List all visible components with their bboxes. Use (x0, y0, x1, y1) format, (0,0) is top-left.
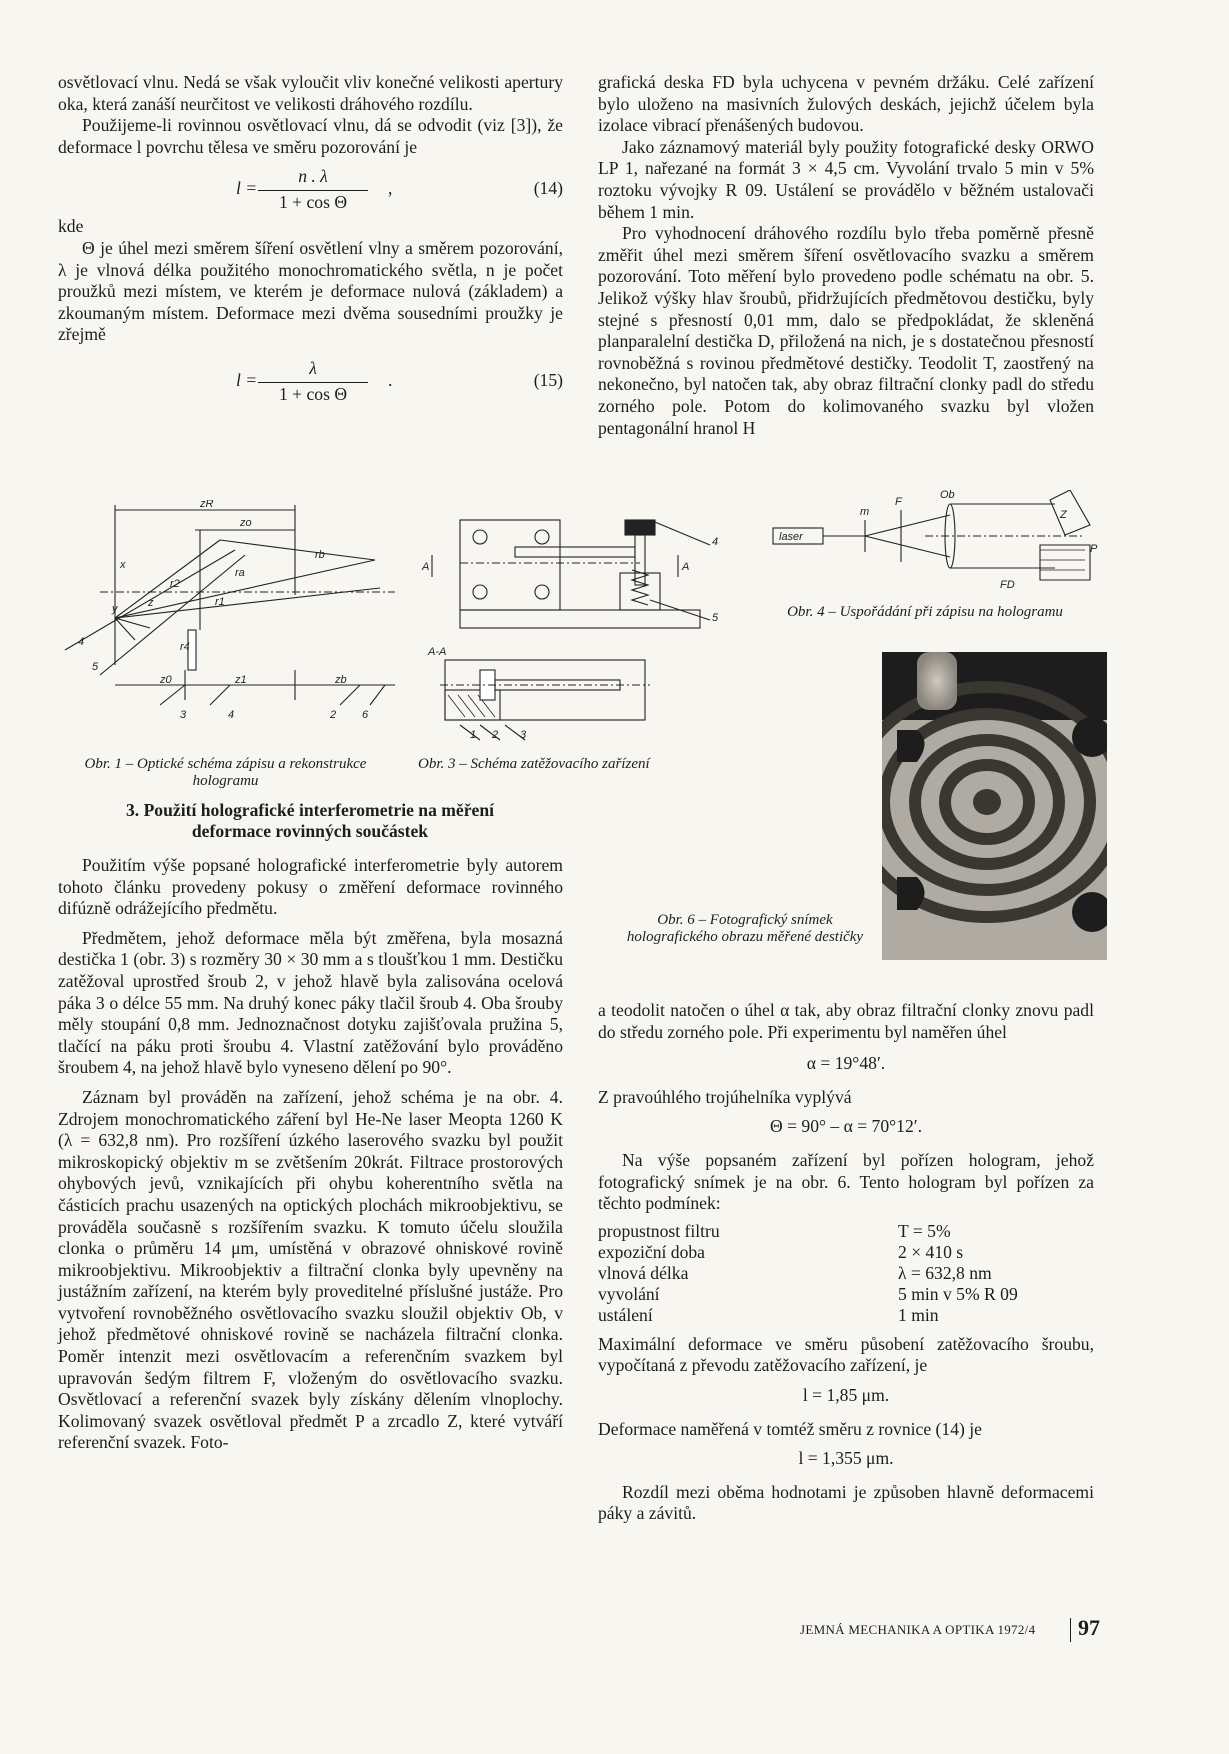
condition-row: ustálení 1 min (598, 1304, 939, 1325)
right-column-top (598, 72, 1094, 439)
label: zo (240, 517, 252, 529)
left-column-top (58, 72, 563, 402)
condition-row: propustnost filtru T = 5% (598, 1220, 951, 1241)
paragraph: osvětlovací vlnu. Nedá se však vyloučit vliv konečné velikosti apertury oka, která zanáší neurčitost ve velikosti dráhového rozdílu. (58, 72, 563, 114)
label: r4 (180, 641, 190, 653)
figure-4-caption: Obr. 4 – Uspořádání při zápisu na hologramu (787, 604, 1063, 620)
figure-6-caption: Obr. 6 – Fotografický snímek holografického obrazu měřené destičky (626, 912, 864, 945)
left-column-bottom (58, 855, 563, 1454)
label: A (422, 561, 430, 573)
label: r1 (215, 596, 225, 608)
label: Z (1060, 509, 1067, 521)
label: m (860, 506, 870, 518)
paragraph: a teodolit natočen o úhel α tak, aby obraz filtrační clonky znovu padl do středu zorného pole. Při experimentu byl naměřen úhel (598, 1000, 1094, 1042)
paragraph: Použitím výše popsané holografické interferometrie byly autorem tohoto článku provedeny pokusy o změření deformace rovinného difúzně odrážejícího předmětu. (58, 855, 563, 919)
paragraph: Maximální deformace ve směru působení zatěžovacího šroubu, vypočítaná z převodu zatěžovacího zařízení, je (598, 1333, 1094, 1376)
label: P (1090, 543, 1098, 555)
label: 5 (92, 661, 99, 673)
label: 2 (492, 729, 499, 741)
equation: α = 19°48′. (806, 1053, 886, 1074)
paragraph: Rozdíl mezi oběma hodnotami je způsoben hlavně deformacemi páky a závitů. (598, 1481, 1094, 1524)
condition-row: vyvolání 5 min v 5% R 09 (598, 1283, 1018, 1304)
label: 4 (78, 636, 85, 648)
equation: l = 1,85 μm. (802, 1384, 890, 1405)
label: Ob (940, 490, 955, 501)
paragraph: kde (58, 216, 84, 237)
conditions-table (598, 1221, 1094, 1326)
label: 4 (712, 536, 719, 548)
figure-6-hologram-photo (882, 652, 1107, 960)
label: rb (315, 549, 325, 561)
equation: Θ = 90° – α = 70°12′. (769, 1116, 923, 1137)
paragraph: Jako záznamový materiál byly použity fotografické desky ORWO LP 1, nařezané na formát 3 × 4,5 cm. Vyvolání trvalo 5 min v 5% roztoku vývojky R 09. Ustálení se provádělo v běžném ustalovači během 1 min. (598, 136, 1094, 222)
condition-row: vlnová délka λ = 632,8 nm (598, 1262, 992, 1283)
equation: l = 1,355 μm. (798, 1448, 894, 1469)
label: F (895, 496, 902, 508)
figure-4-recording-setup (765, 490, 1105, 595)
label: 6 (362, 709, 369, 721)
right-column-bottom (598, 1000, 1094, 1525)
label: 4 (228, 709, 235, 721)
paragraph: grafická deska FD byla uchycena v pevném držáku. Celé zařízení bylo uloženo na masivních žulových deskách, jejichž účelem byla izolace vibrací přenášených budovou. (598, 72, 1094, 136)
label: x (120, 559, 126, 571)
label: 2 (330, 709, 337, 721)
figure-1-optical-schema (40, 500, 410, 730)
label: ra (235, 567, 245, 579)
footer-divider (1070, 1618, 1071, 1642)
paragraph: Deformace naměřená v tomtéž směru z rovnice (14) je (598, 1418, 982, 1439)
equation-15: l = $\frac{\lambda}{\text{1 + cos Θ}}$ . (15) (236, 357, 563, 404)
figure-3-loading-device (420, 495, 750, 745)
label: y (112, 603, 118, 615)
paragraph: Pro vyhodnocení dráhového rozdílu bylo třeba poměrně přesně změřit úhel mezi směrem šíření osvětlovacího svazku a směrem pozorování. Toto měření bylo provedeno podle schématu na obr. 5. Jelikož výšky hlav šroubů, přidržujících předmětovou destičku, byly stejné s přesností 0,01 mm, dalo se předpokládat, že skleněná planparalelní destička D, přiložená na nich, je s dostatečnou přesností rovnoběžná s rovinou předmětové destičky. Teodolit T, zaostřený na nekonečno, byl natočen tak, aby obraz filtrační clonky padl do středu zorného pole. Potom do kolimovaného svazku byl vložen pentagonální hranol H (598, 223, 1094, 438)
label: 5 (712, 612, 719, 624)
label: z0 (160, 674, 172, 686)
figure-3-caption: Obr. 3 – Schéma zatěžovacího zařízení (418, 756, 650, 772)
paragraph: Θ je úhel mezi směrem šíření osvětlení vlny a směrem pozorování, λ je vlnová délka použitého monochromatického světla, n je počet proužků mezi místem, ve kterém je deformace nulová (základem) a zkoumaným místem. Deformace mezi dvěma sousedními proužky je zřejmě (58, 237, 563, 345)
label: z (148, 597, 154, 609)
label: 3 (180, 709, 187, 721)
figure-1-caption: Obr. 1 – Optické schéma zápisu a rekonstrukce hologramu (84, 756, 367, 789)
equation-number: (15) (533, 369, 563, 390)
label: zR (200, 500, 214, 510)
condition-row: expoziční doba 2 × 410 s (598, 1241, 964, 1262)
label: 3 (520, 729, 527, 741)
label: 1 (470, 729, 477, 741)
label: A (682, 561, 690, 573)
label: A-A (428, 646, 447, 658)
page-number: 97 (1078, 1615, 1100, 1640)
label: z1 (235, 674, 247, 686)
paragraph: Použijeme-li rovinnou osvětlovací vlnu, dá se odvodit (viz [3]), že deformace l povrchu tělesa ve směru pozorování je (58, 115, 563, 157)
journal-footer: JEMNÁ MECHANIKA A OPTIKA 1972/4 (800, 1622, 1036, 1637)
paragraph: Předmětem, jehož deformace měla být změřena, byla mosazná destička 1 (obr. 3) s rozměry 30 × 30 mm a s tloušťkou 1 mm. Destičku zatěžoval uprostřed šroub 2, v jehož hlavě byla zalisována ocelová páka 3 o délce 55 mm. Na druhý konec páky tlačil šroub 4. Oba šrouby měly stoupání 0,8 mm. Jednoznačnost dotyku zajišťovala pružina 5, tlačící na páku proti šroubu 4. Vlastní zatěžování bylo prováděno šroubem 4, na jehož hlavě bylo vyneseno dělení po 90°. (58, 927, 563, 1078)
section-heading: 3. Použití holografické interferometrie na měření deformace rovinných součástek (125, 800, 495, 841)
paragraph: Záznam byl prováděn na zařízení, jehož schéma je na obr. 4. Zdrojem monochromatického záření byl He-Ne laser Meopta 1260 K (λ = 632,8 nm). Pro rozšíření úzkého laserového svazku byl použit mikroskopický objektiv m se zvětšením 20krát. Filtrace prostorových ohybových jevů, vznikajících při ohybu koherentního světla na částicích prachu usazených na optických plochách mikroobjektivu, se prováděla současně s rozšířením svazku. K tomuto účelu sloužila clonka o průměru 14 μm, umístěná v obrazové ohniskové rovině mikroobjektivu. Mikroobjektiv a filtrační clonka byly upevněny na justážním zařízení, na kterém byly proveditelné příslušné justáže. Pro vytvoření rovnoběžného osvětlovacího svazku sloužil objektiv Ob, v jehož předmětové ohniskové rovině se nacházela filtrační clonka. Poměr intenzit mezi osvětlovacím a referenčním svazkem byl upravován šedým filtrem F, vloženým do osvětlovacího svazku. Osvětlovací a referenční svazek byly získány dělením vlnoplochy. Kolimovaný svazek osvětloval předmět P a zrcadlo Z, které vytváří referenční svazek. Foto- (58, 1086, 563, 1453)
label: r2 (170, 578, 180, 590)
equation-number: (14) (533, 178, 563, 199)
paragraph: Z pravoúhlého trojúhelníka vyplývá (598, 1086, 852, 1107)
paragraph: Na výše popsaném zařízení byl pořízen hologram, jehož fotografický snímek je na obr. 6. Tento hologram byl pořízen za těchto podmínek: (598, 1149, 1094, 1214)
label: FD (1000, 579, 1015, 591)
label: laser (779, 531, 803, 543)
equation-14: l = $\frac{n . \lambda}{\text{1 + cos Θ}}$ , (14) (236, 166, 563, 212)
label: zb (335, 674, 347, 686)
